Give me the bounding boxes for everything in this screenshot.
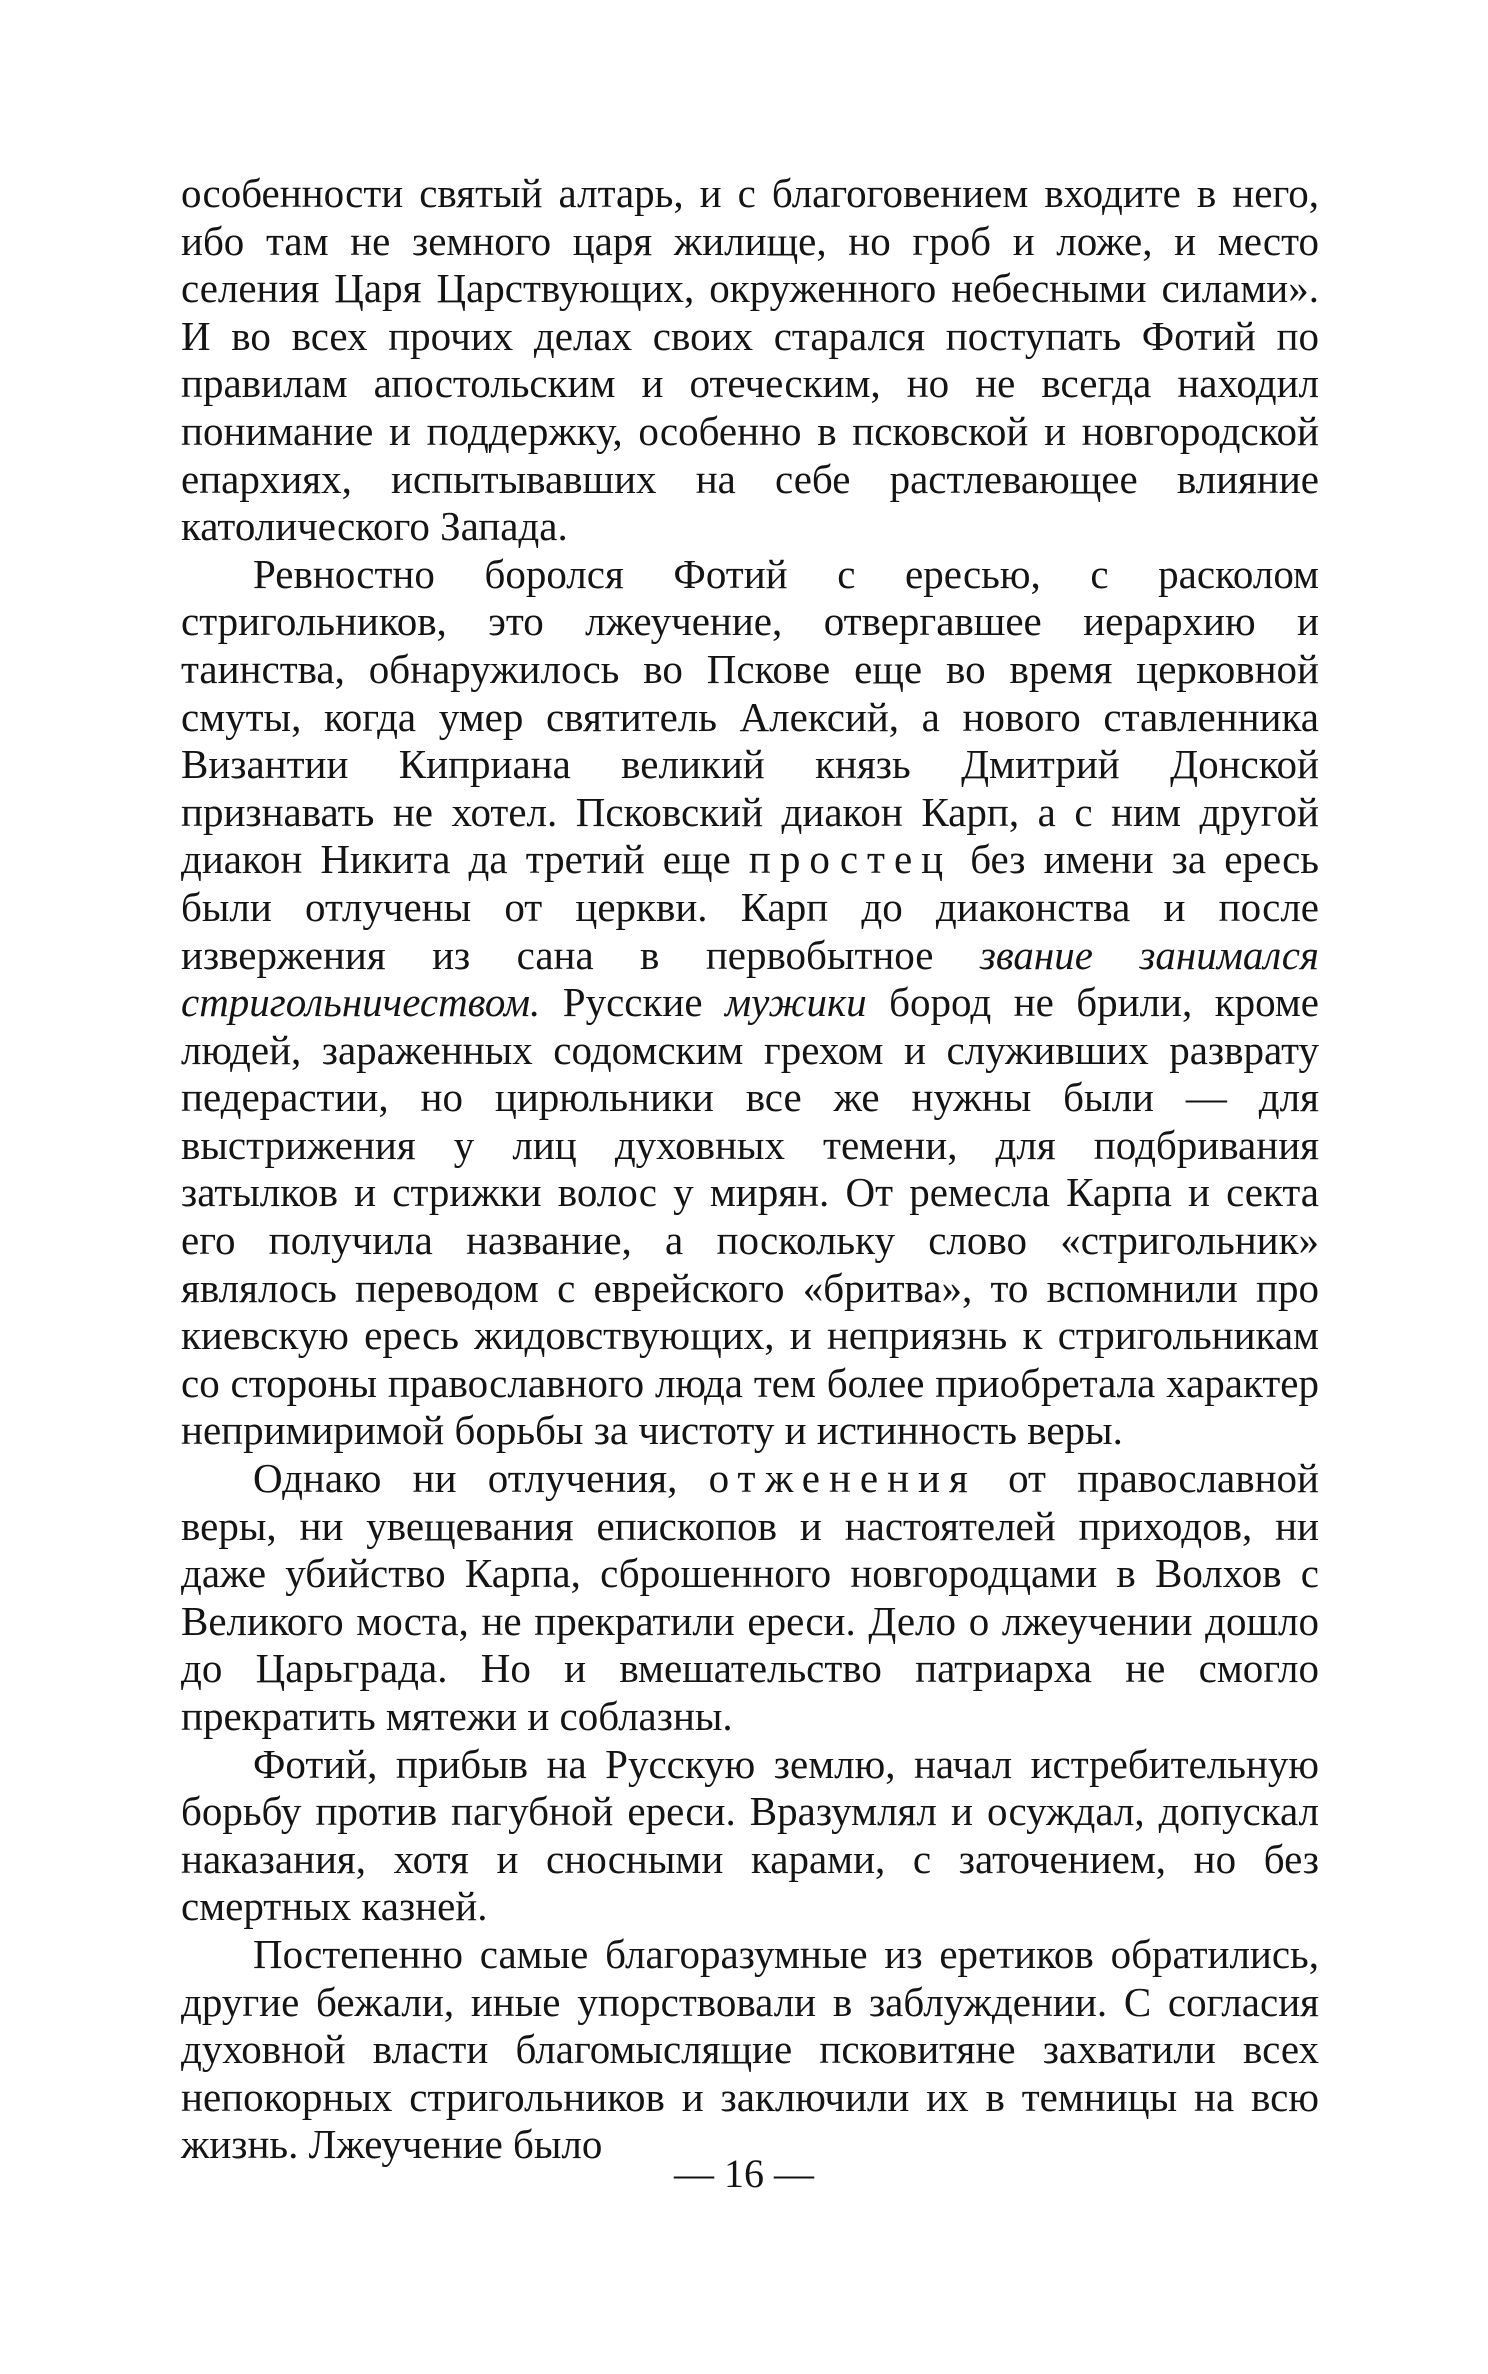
- paragraph-5-text: Постепенно самые благоразумные из еретиков обратились, другие бежали, иные упорствовали в заблуждении. С согласия духовной власти благомыслящие псковитяне захватили всех непокорных стригольников и заключили их в темницы на всю жизнь. Лжеучение было: [181, 1930, 1319, 2168]
- paragraph-5: [181, 1931, 1319, 2169]
- page-number: — 16 —: [674, 2151, 814, 2196]
- page-body: [181, 170, 1319, 2169]
- paragraph-4: [181, 1741, 1319, 1931]
- paragraph-3-text-a: Однако ни отлучения,: [253, 1455, 709, 1502]
- paragraph-2-italic-word: мужики: [725, 979, 867, 1026]
- paragraph-3-text-b: от православной веры, ни увещевания епископов и настоятелей приходов, ни даже убийство Карпа, сброшенного новгородцами в Волхов с Великого моста, не прекратили ереси. Дело о лжеучении дошло до Царьграда. Но и вмешательство патриарха не смогло прекратить мятежи и соблазны.: [181, 1455, 1320, 1739]
- paragraph-2-spaced-word: простец: [748, 836, 953, 883]
- paragraph-2-text-c: Русские: [540, 979, 726, 1026]
- paragraph-2-text-d: бород не брили, кроме людей, зараженных содомским грехом и служивших разврату педерастии, но цирюльники все же нужны были — для выстрижения у лиц духовных темени, для подбривания затылков и стрижки волос у мирян. От ремесла Карпа и секта его получила название, а поскольку слово «стригольник» являлось переводом с еврейского «бритва», то вспомнили про киевскую ересь жидовствующих, и неприязнь к стригольникам со стороны православного люда тем более приобретала характер непримиримой борьбы за чистоту и истинность веры.: [181, 979, 1319, 1454]
- paragraph-2-italic-phrase: звание занимался стригольничеством.: [181, 931, 1319, 1026]
- paragraph-2: [181, 551, 1319, 1455]
- paragraph-1: [181, 170, 1319, 551]
- paragraph-3-spaced-word: отженения: [708, 1455, 977, 1502]
- paragraph-1-text: особенности святый алтарь, и с благоговением входите в него, ибо там не земного царя жилище, но гроб и ложе, и место селения Царя Царствующих, окруженного небесными силами». И во всех прочих делах своих старался поступать Фотий по правилам апостольским и отеческим, но не всегда находил понимание и поддержку, особенно в псковской и новгородской епархиях, испытывавших на себе растлевающее влияние католического Запада.: [181, 170, 1319, 550]
- paragraph-3: [181, 1455, 1319, 1741]
- paragraph-4-text: Фотий, прибыв на Русскую землю, начал истребительную борьбу против пагубной ереси. Вразумлял и осуждал, допускал наказания, хотя и сносными карами, с заточением, но без смертных казней.: [181, 1740, 1319, 1930]
- paragraph-2-text-b: без имени за ересь были отлучены от церкви. Карп до диаконства и после извержения из сана в первобытное: [181, 836, 1320, 978]
- paragraph-2-text-a: Ревностно боролся Фотий с ересью, с расколом стригольников, это лжеучение, отвергавшее иерархию и таинства, обнаружилось во Пскове еще во время церковной смуты, когда умер святитель Алексий, а нового ставленника Византии Киприана великий князь Дмитрий Донской признавать не хотел. Псковский диакон Карп, а с ним другой диакон Никита да третий еще: [181, 550, 1319, 883]
